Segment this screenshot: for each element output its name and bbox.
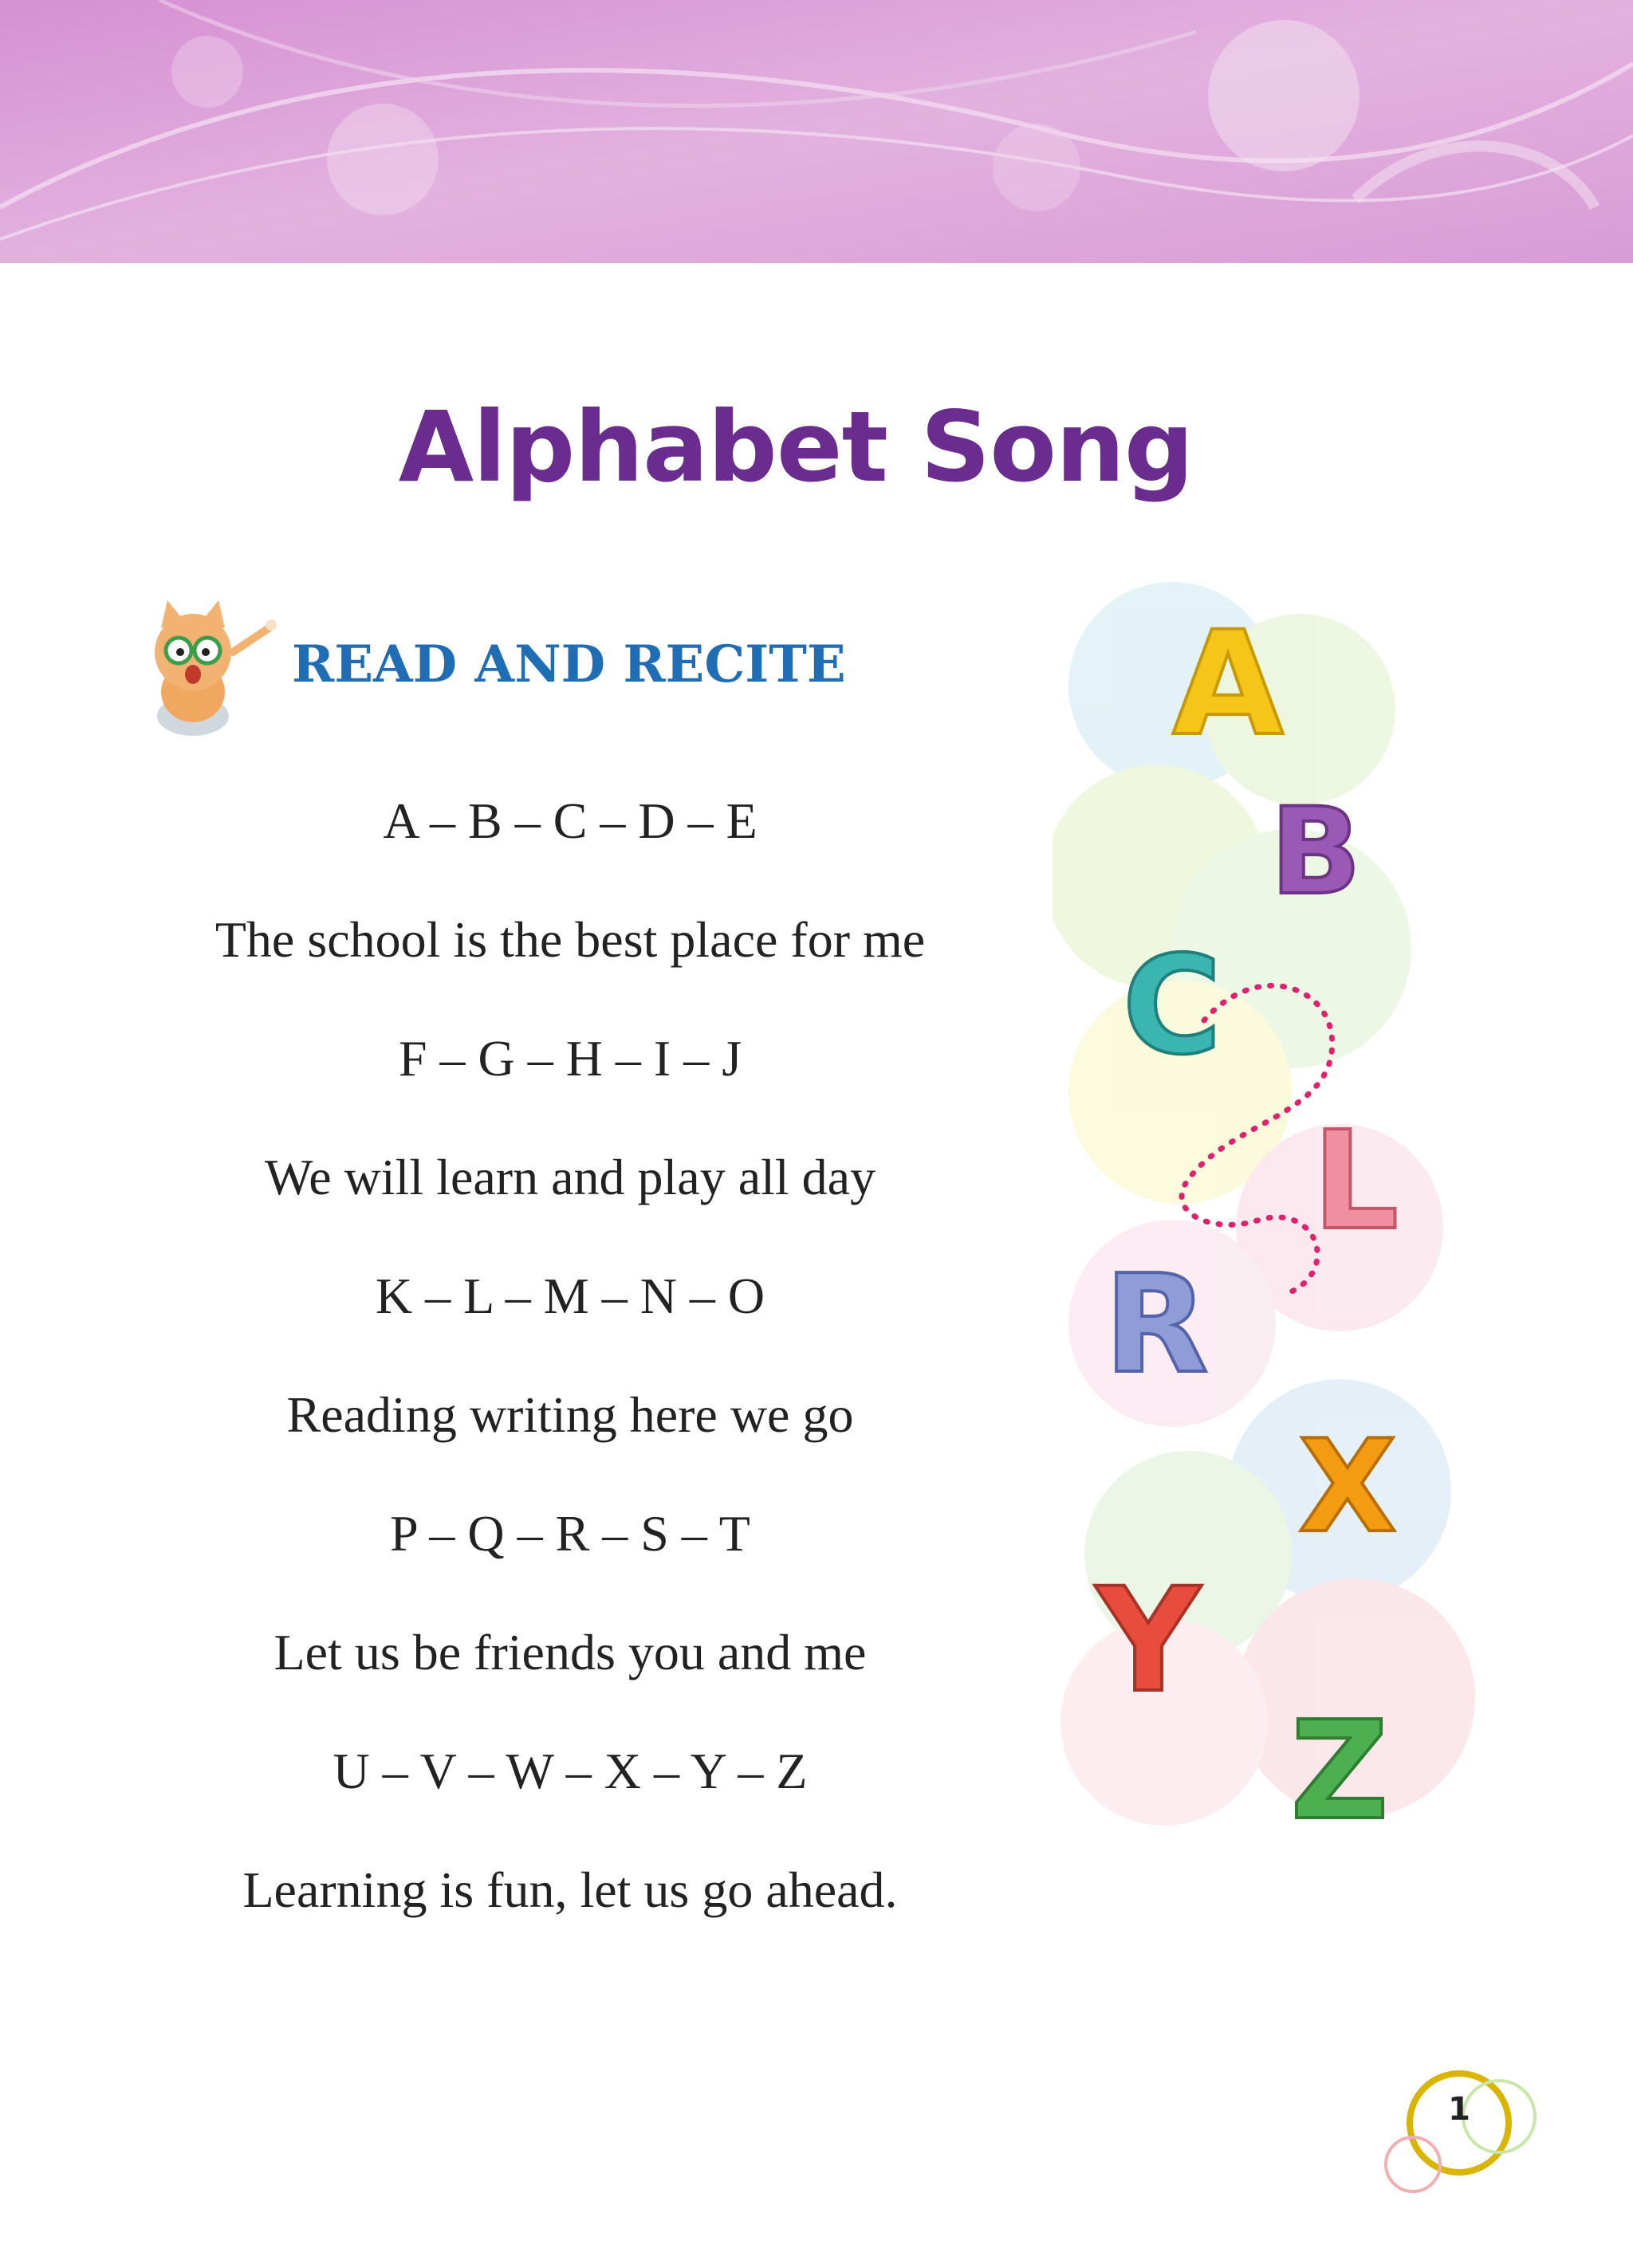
page-number	[1379, 2061, 1555, 2204]
poem-line: P – Q – R – S – T	[390, 1505, 750, 1562]
letter-z: Z	[1290, 1692, 1389, 1850]
poem-line: Reading writing here we go	[286, 1386, 854, 1443]
letter-y: Y	[1096, 1558, 1201, 1724]
letter-l: L	[1312, 1103, 1399, 1260]
poem-line: Learning is fun, let us go ahead.	[242, 1861, 898, 1918]
poem-line: F – G – H – I – J	[398, 1030, 742, 1087]
page-title: Alphabet Song	[398, 390, 1194, 504]
poem-line: A – B – C – D – E	[383, 792, 757, 849]
letter-x: X	[1298, 1412, 1397, 1561]
alphabet-characters-illustration	[1053, 574, 1499, 1889]
poem-line: The school is the best place for me	[214, 911, 926, 968]
section-title: READ AND RECITE	[292, 635, 846, 694]
cat-mascot-icon	[121, 596, 281, 740]
page-number-text: 1	[1448, 2091, 1470, 2128]
poem-line: U – V – W – X – Y – Z	[333, 1743, 808, 1799]
letter-b: B	[1269, 783, 1362, 922]
letter-a: A	[1172, 601, 1284, 768]
poem	[120, 789, 1021, 1977]
poem-line: We will learn and play all day	[264, 1149, 876, 1205]
letter-r: R	[1104, 1246, 1209, 1404]
poem-line: K – L – M – N – O	[375, 1268, 765, 1324]
page-number-rings-icon	[1379, 2061, 1555, 2204]
poem-line: Let us be friends you and me	[273, 1624, 867, 1680]
decorative-banner	[0, 0, 1633, 263]
letter-c: C	[1122, 927, 1222, 1085]
